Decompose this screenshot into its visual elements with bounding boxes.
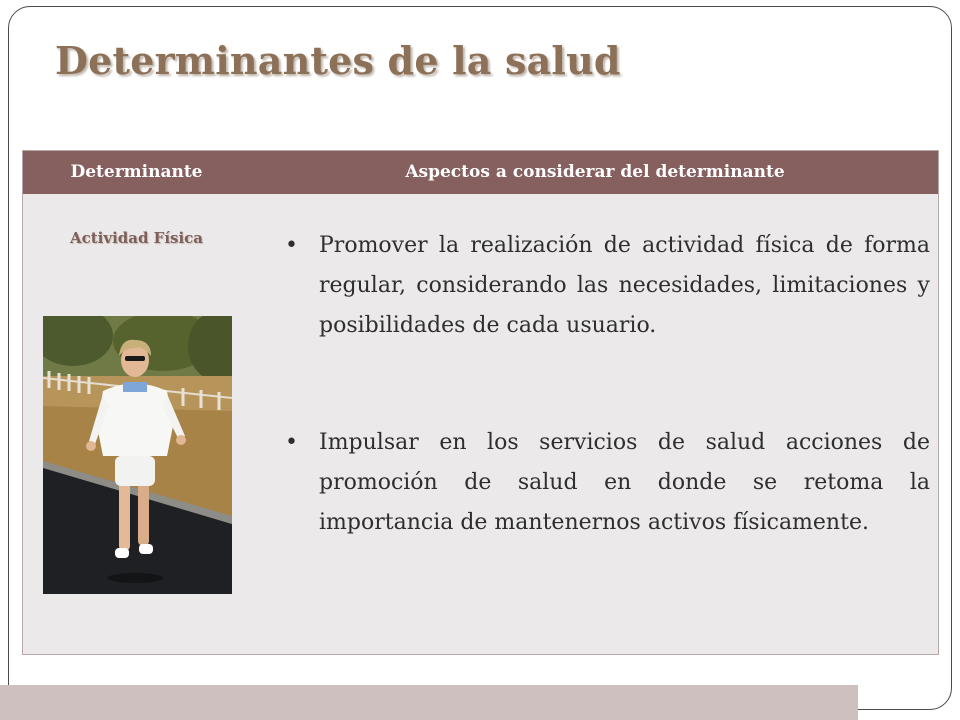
list-item <box>285 423 930 543</box>
row-label-actividad-fisica: Actividad Física <box>69 229 204 247</box>
bullet-icon: • <box>285 233 298 258</box>
aspects-list <box>285 226 930 543</box>
bullet-icon: • <box>285 430 298 455</box>
table-header <box>23 151 938 194</box>
header-determinante: Determinante <box>70 162 203 182</box>
page-title: Determinantes de la salud <box>55 38 621 83</box>
determinant-table <box>22 150 939 655</box>
header-aspectos: Aspectos a considerar del determinante <box>405 162 785 182</box>
footer-band <box>0 685 858 720</box>
list-item <box>285 226 930 346</box>
bullet-text: Promover la realización de actividad física de forma regular, considerando las necesidades, limitaciones y posibilidades de cada usuario. <box>319 233 930 338</box>
woman-walking-photo <box>43 316 232 594</box>
bullet-text: Impulsar en los servicios de salud acciones de promoción de salud en donde se retoma la importancia de mantenernos activos físicamente. <box>319 430 930 535</box>
